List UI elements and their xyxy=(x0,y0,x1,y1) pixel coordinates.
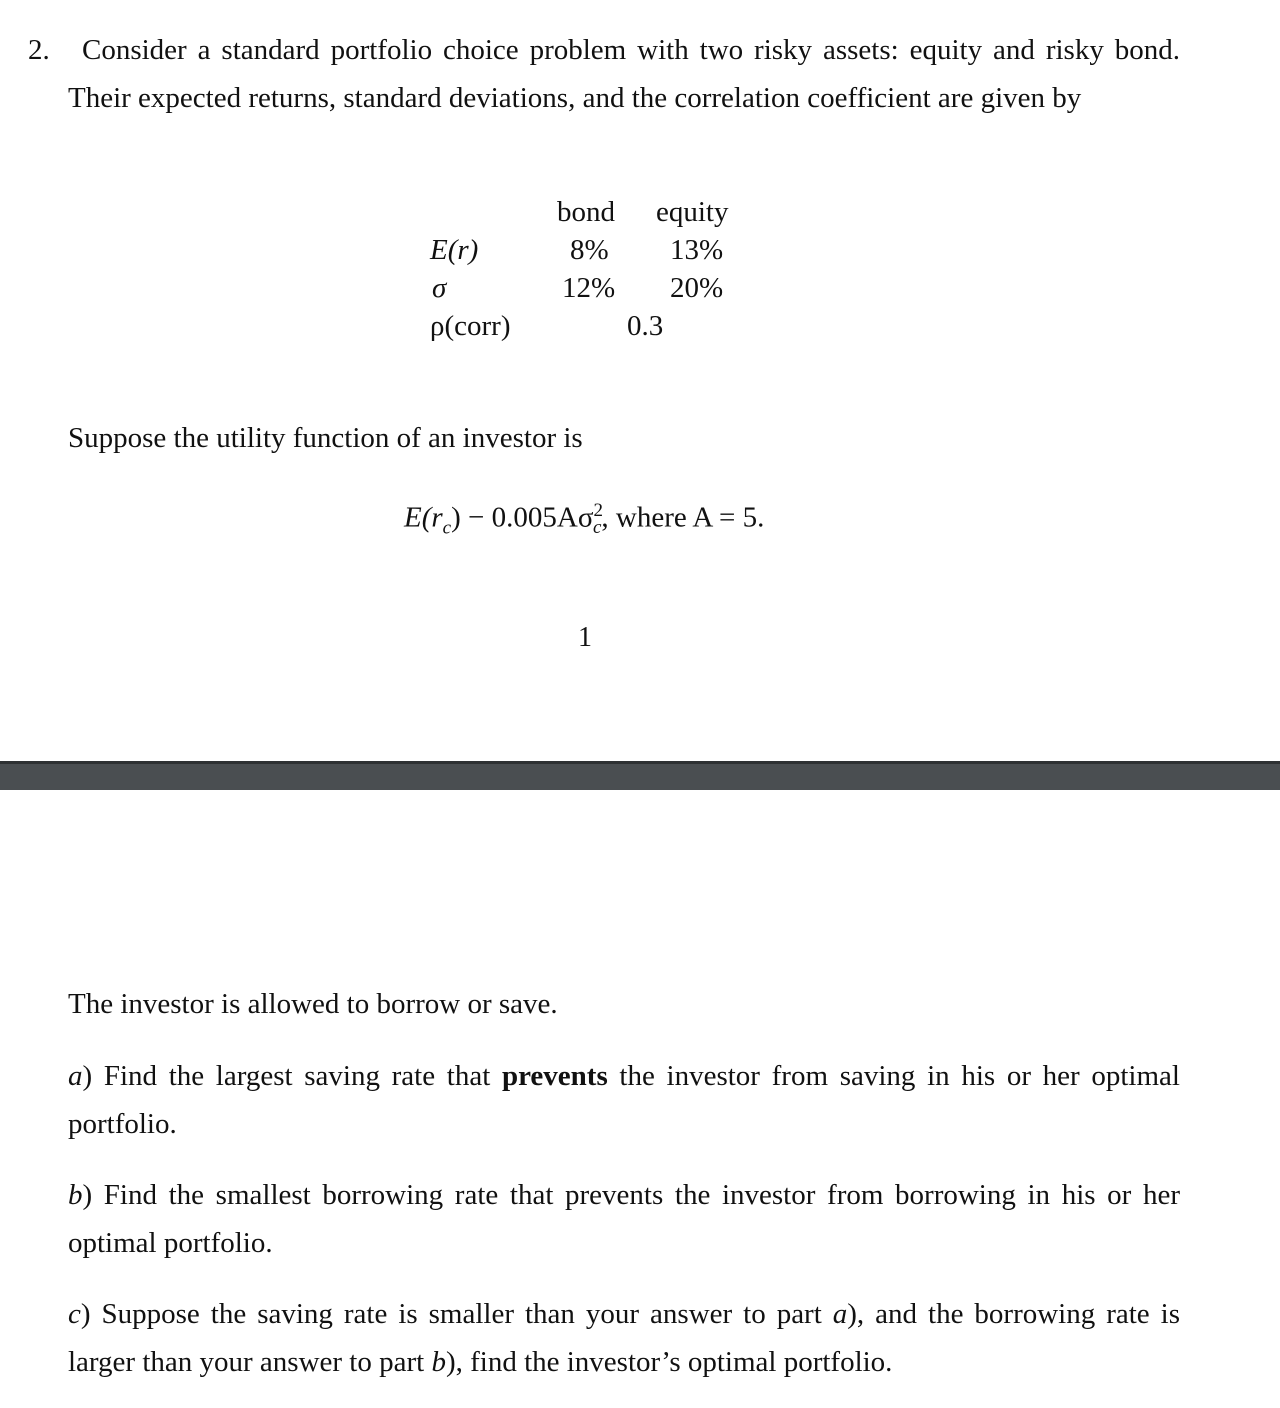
cell-equity-sigma: 20% xyxy=(670,272,724,304)
formula-mid: ) − 0.005Aσ xyxy=(451,501,594,534)
cell-bond-return: 8% xyxy=(570,234,609,266)
col-header-equity: equity xyxy=(656,196,729,228)
part-a-bold: prevents xyxy=(501,1060,608,1092)
part-c-pre: ) Suppose the saving rate is smaller than your answer to part xyxy=(80,1298,833,1330)
problem-number: 2. xyxy=(28,34,50,66)
part-c-mid: ), and the borrowing rate is larger than your answer to part xyxy=(68,1298,1180,1378)
part-b-label: b xyxy=(68,1179,83,1211)
part-a-label: a xyxy=(68,1060,83,1092)
part-a-post: the investor from saving in his or her optimal portfolio. xyxy=(68,1060,1180,1140)
row-label-corr: ρ(corr) xyxy=(430,310,511,342)
part-c-ref-b: b xyxy=(431,1346,446,1378)
part-c-ref-a: a xyxy=(832,1298,848,1330)
formula-tail: , where A = 5. xyxy=(601,501,765,534)
borrow-statement: The investor is allowed to borrow or save. xyxy=(68,988,558,1020)
cell-bond-sigma: 12% xyxy=(562,272,616,304)
part-c-post: ), find the investor’s optimal portfolio. xyxy=(445,1346,893,1378)
part-a-pre: ) Find the largest saving rate that xyxy=(82,1060,502,1092)
problem-intro: Consider a standard portfolio choice problem with two risky assets: equity and risky bond. Their expected returns, standard deviations, and the correlation coefficient are given by xyxy=(68,34,1180,114)
col-header-bond: bond xyxy=(557,196,615,228)
formula-sup: 2 xyxy=(593,500,603,521)
page-divider xyxy=(0,761,1280,790)
part-c xyxy=(68,1290,1180,1386)
returns-table xyxy=(430,196,770,356)
row-label-sigma: σ xyxy=(432,272,447,304)
cell-correlation: 0.3 xyxy=(627,310,664,342)
part-c-label: c xyxy=(68,1298,81,1330)
cell-equity-return: 13% xyxy=(670,234,724,266)
part-b xyxy=(68,1171,1180,1267)
row-label-expected-return: E(r) xyxy=(430,234,479,266)
part-b-text: ) Find the smallest borrowing rate that prevents the investor from borrowing in his or her optimal portfolio. xyxy=(68,1179,1180,1259)
formula-lhs: E(r xyxy=(404,501,443,534)
page-number: 1 xyxy=(578,622,592,653)
formula-sub: c xyxy=(592,517,602,539)
part-a xyxy=(68,1052,1180,1148)
formula-sub-c: c xyxy=(442,517,452,539)
utility-formula xyxy=(404,500,764,539)
utility-intro: Suppose the utility function of an investor is xyxy=(68,422,583,454)
